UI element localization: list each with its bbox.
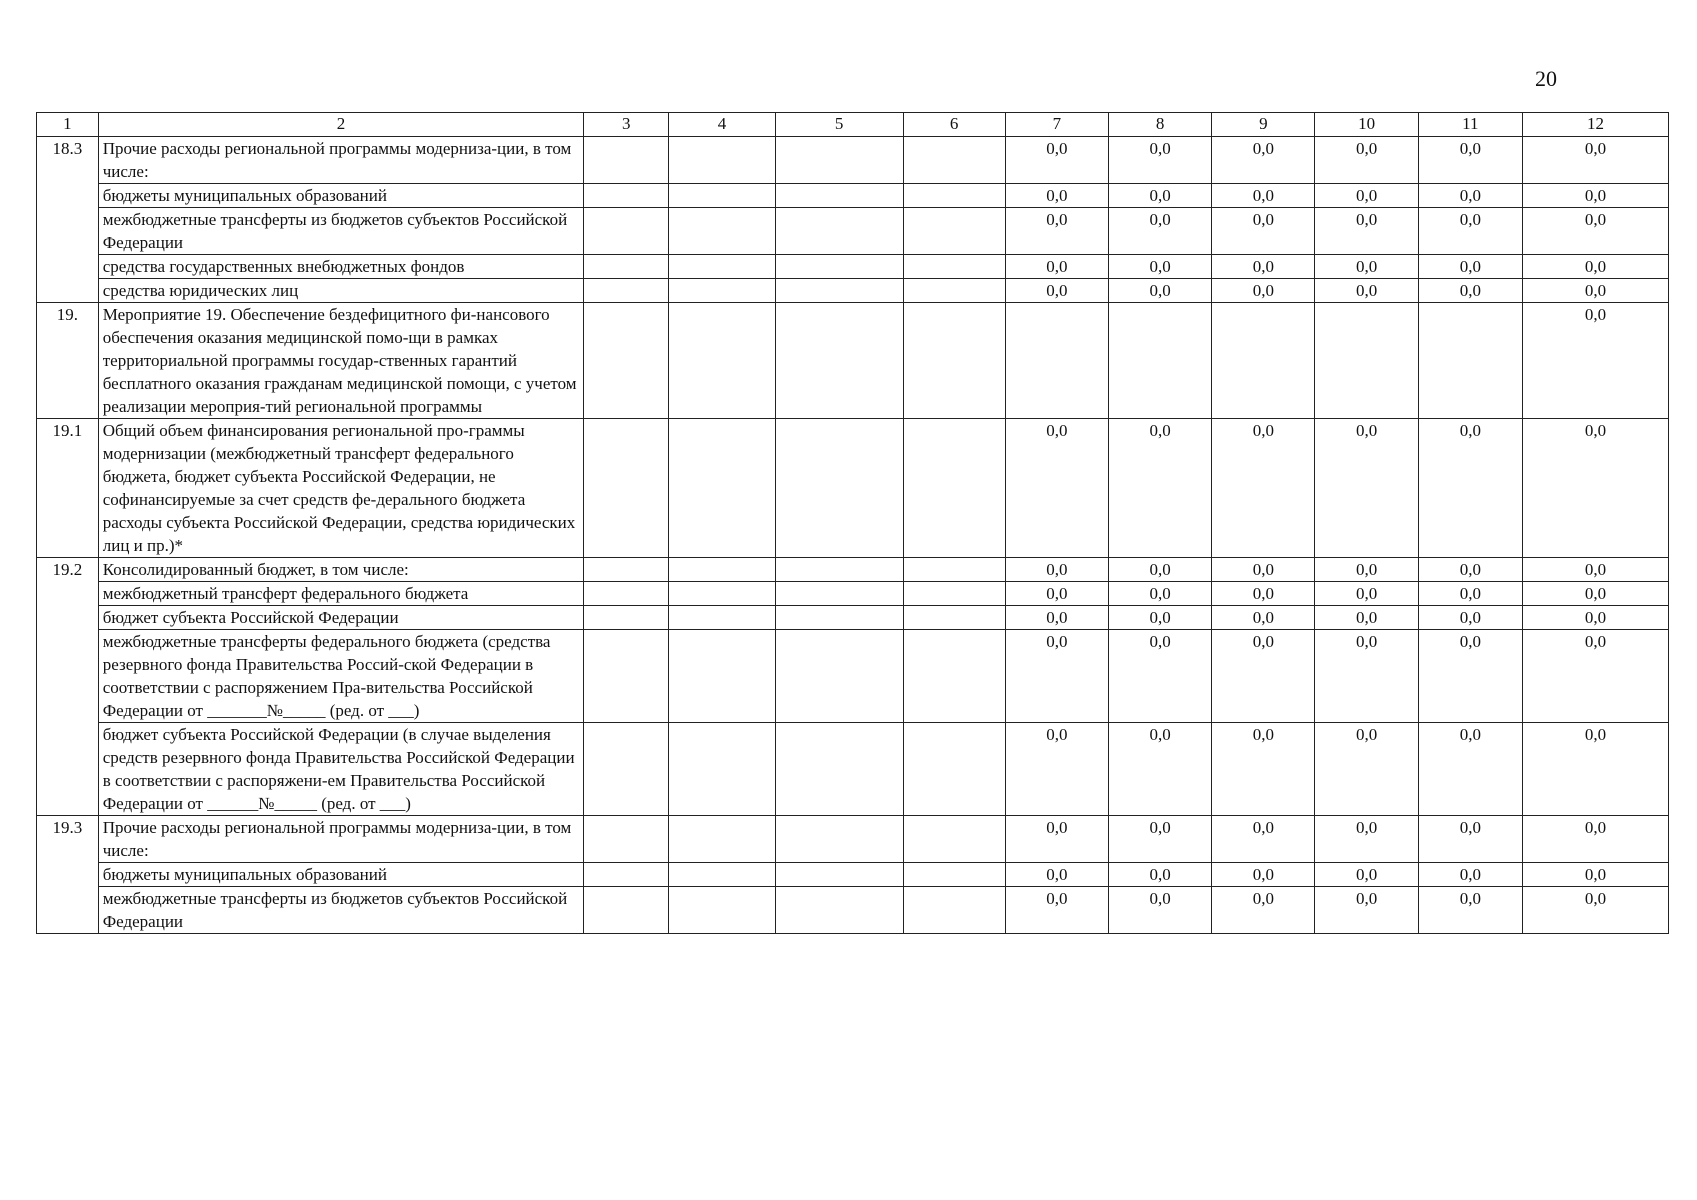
empty-cell [903, 582, 1005, 606]
value-text: 0,0 [1149, 281, 1171, 300]
value-text: 0,0 [1252, 865, 1274, 884]
row-description: бюджеты муниципальных образований [98, 863, 583, 887]
value-text: 0,0 [1046, 632, 1068, 651]
empty-cell [584, 630, 669, 723]
table-row [37, 630, 1669, 723]
empty-cell [903, 255, 1005, 279]
value-text: 0,0 [1355, 421, 1378, 440]
value-text: 0,0 [1584, 889, 1607, 908]
value-text: 0,0 [1046, 257, 1068, 276]
value-cell [1108, 723, 1211, 816]
row-description: средства юридических лиц [98, 279, 583, 303]
value-text: 0,0 [1355, 632, 1378, 651]
table-row [37, 816, 1669, 863]
value-text: 0,0 [1252, 421, 1274, 440]
value-text: 0,0 [1149, 632, 1171, 651]
row-description: Общий объем финансирования региональной про-граммы модернизации (межбюджетный трансферт федерального бюджета, бюджет субъекта Российской Федерации, не софинансируемые за счет средств фе-дерального бюджета расходы субъекта Российской Федерации, средства юридических лиц и пр.)* [98, 419, 583, 558]
value-cell [1212, 887, 1315, 934]
value-text: 0,0 [1046, 186, 1068, 205]
empty-cell [775, 137, 903, 184]
value-cell [1315, 208, 1418, 255]
empty-cell [775, 279, 903, 303]
value-text: 0,0 [1252, 632, 1274, 651]
value-text: 0,0 [1149, 889, 1171, 908]
value-text: 0,0 [1459, 210, 1481, 229]
table-row [37, 887, 1669, 934]
table-row [37, 723, 1669, 816]
value-text: 0,0 [1046, 725, 1068, 744]
value-cell [1005, 558, 1108, 582]
empty-cell [775, 723, 903, 816]
value-cell [1108, 630, 1211, 723]
value-text: 0,0 [1459, 584, 1481, 603]
value-cell [1418, 137, 1522, 184]
row-number: 19.3 [37, 816, 99, 863]
empty-cell [584, 137, 669, 184]
empty-cell [584, 816, 669, 863]
value-text: 0,0 [1046, 818, 1068, 837]
value-text: 0,0 [1355, 889, 1378, 908]
empty-cell [775, 606, 903, 630]
empty-cell [584, 303, 669, 419]
empty-cell [903, 419, 1005, 558]
empty-cell [669, 137, 775, 184]
empty-cell [669, 419, 775, 558]
value-text: 0,0 [1355, 139, 1378, 158]
value-text: 0,0 [1046, 889, 1068, 908]
value-cell [1418, 184, 1522, 208]
value-text: 0,0 [1355, 281, 1378, 300]
value-cell [1005, 419, 1108, 558]
value-cell [1315, 606, 1418, 630]
empty-cell [584, 208, 669, 255]
header-row [37, 113, 1669, 137]
value-text: 0,0 [1459, 560, 1481, 579]
row-description: межбюджетные трансферты из бюджетов субъектов Российской Федерации [98, 208, 583, 255]
value-text: 0,0 [1459, 725, 1481, 744]
row-description: Консолидированный бюджет, в том числе: [98, 558, 583, 582]
value-cell [1108, 558, 1211, 582]
value-text: 0,0 [1355, 865, 1378, 884]
value-cell [1315, 582, 1418, 606]
value-text: 0,0 [1046, 560, 1068, 579]
value-text: 0,0 [1355, 584, 1378, 603]
header-cell: 8 [1108, 113, 1211, 137]
empty-cell [584, 723, 669, 816]
value-cell [1315, 887, 1418, 934]
empty-cell [903, 303, 1005, 419]
table-row [37, 303, 1669, 419]
value-text: 0,0 [1584, 818, 1607, 837]
empty-cell [775, 255, 903, 279]
table-row [37, 558, 1669, 582]
value-cell [1418, 208, 1522, 255]
row-description: Мероприятие 19. Обеспечение бездефицитного фи-нансового обеспечения оказания медицинской помо-щи в рамках территориальной программы государ-ственных гарантий бесплатного оказания гражданам медицинской помощи, с учетом реализации мероприя-тий региональной программы [98, 303, 583, 419]
value-text: 0,0 [1459, 281, 1481, 300]
header-cell: 3 [584, 113, 669, 137]
empty-cell [584, 419, 669, 558]
header-cell: 11 [1418, 113, 1522, 137]
table-row [37, 279, 1669, 303]
value-cell [1108, 255, 1211, 279]
value-cell [1418, 279, 1522, 303]
value-cell [1523, 419, 1669, 558]
empty-cell [775, 816, 903, 863]
value-text: 0,0 [1584, 210, 1607, 229]
value-cell [1212, 558, 1315, 582]
value-cell [1523, 208, 1669, 255]
value-cell [1005, 255, 1108, 279]
header-cell: 1 [37, 113, 99, 137]
header-cell: 7 [1005, 113, 1108, 137]
value-cell [1523, 630, 1669, 723]
value-text: 0,0 [1046, 139, 1068, 158]
empty-cell [775, 558, 903, 582]
value-cell [1523, 137, 1669, 184]
empty-cell [903, 606, 1005, 630]
value-text: 0,0 [1046, 584, 1068, 603]
empty-cell [669, 816, 775, 863]
row-number [37, 255, 99, 279]
empty-cell [903, 208, 1005, 255]
row-description: Прочие расходы региональной программы модерниза-ции, в том числе: [98, 137, 583, 184]
value-text: 0,0 [1355, 608, 1378, 627]
value-text: 0,0 [1459, 186, 1481, 205]
value-cell [1212, 863, 1315, 887]
value-cell [1418, 419, 1522, 558]
value-cell [1005, 816, 1108, 863]
value-cell [1005, 723, 1108, 816]
empty-cell [903, 887, 1005, 934]
value-cell [1418, 630, 1522, 723]
value-text: 0,0 [1459, 632, 1481, 651]
value-cell [1315, 303, 1418, 419]
table-row [37, 137, 1669, 184]
row-description: межбюджетные трансферты из бюджетов субъектов Российской Федерации [98, 887, 583, 934]
empty-cell [775, 582, 903, 606]
table-row [37, 208, 1669, 255]
value-text: 0,0 [1046, 608, 1068, 627]
value-text: 0,0 [1459, 421, 1481, 440]
empty-cell [903, 630, 1005, 723]
row-description: межбюджетные трансферты федерального бюджета (средства резервного фонда Правительства Россий-ской Федерации в соответствии с распоряжением Пра-вительства Российской Федерации от _______№_____ (ред. от ___) [98, 630, 583, 723]
value-cell [1418, 558, 1522, 582]
value-cell [1212, 630, 1315, 723]
header-cell: 5 [775, 113, 903, 137]
value-text: 0,0 [1149, 186, 1171, 205]
empty-cell [584, 863, 669, 887]
value-text: 0,0 [1149, 421, 1171, 440]
value-text: 0,0 [1355, 560, 1378, 579]
value-cell [1212, 723, 1315, 816]
empty-cell [669, 184, 775, 208]
header-cell: 2 [98, 113, 583, 137]
value-text: 0,0 [1149, 584, 1171, 603]
empty-cell [669, 558, 775, 582]
value-cell [1005, 137, 1108, 184]
row-number [37, 279, 99, 303]
row-number [37, 184, 99, 208]
value-cell [1108, 863, 1211, 887]
value-cell [1005, 184, 1108, 208]
value-cell [1315, 419, 1418, 558]
value-text: 0,0 [1046, 281, 1068, 300]
value-cell [1523, 279, 1669, 303]
value-cell [1315, 723, 1418, 816]
value-text: 0,0 [1459, 608, 1481, 627]
value-text: 0,0 [1355, 186, 1378, 205]
value-text: 0,0 [1252, 725, 1274, 744]
value-cell [1523, 303, 1669, 419]
value-cell [1523, 582, 1669, 606]
row-description: бюджеты муниципальных образований [98, 184, 583, 208]
value-text: 0,0 [1046, 210, 1068, 229]
value-text: 0,0 [1584, 632, 1607, 651]
value-cell [1005, 863, 1108, 887]
value-cell [1108, 606, 1211, 630]
value-cell [1523, 887, 1669, 934]
empty-cell [669, 630, 775, 723]
value-text: 0,0 [1584, 584, 1607, 603]
empty-cell [669, 887, 775, 934]
value-text: 0,0 [1252, 560, 1274, 579]
value-cell [1523, 184, 1669, 208]
value-text: 0,0 [1459, 818, 1481, 837]
value-cell [1315, 255, 1418, 279]
value-cell [1005, 208, 1108, 255]
value-cell [1418, 723, 1522, 816]
empty-cell [903, 137, 1005, 184]
empty-cell [669, 606, 775, 630]
value-cell [1212, 184, 1315, 208]
empty-cell [775, 184, 903, 208]
empty-cell [584, 255, 669, 279]
row-number: 19. [37, 303, 99, 419]
empty-cell [903, 816, 1005, 863]
value-text: 0,0 [1584, 257, 1607, 276]
empty-cell [584, 184, 669, 208]
value-cell [1005, 887, 1108, 934]
empty-cell [903, 279, 1005, 303]
value-cell [1108, 419, 1211, 558]
value-text: 0,0 [1252, 210, 1274, 229]
empty-cell [584, 582, 669, 606]
empty-cell [775, 208, 903, 255]
financing-table [36, 112, 1669, 934]
value-text: 0,0 [1459, 889, 1481, 908]
empty-cell [669, 582, 775, 606]
empty-cell [584, 279, 669, 303]
row-description: бюджет субъекта Российской Федерации (в случае выделения средств резервного фонда Правительства Российской Федерации в соответствии с распоряжени-ем Правительства Российской Федерации от ______№_____ (ред. от ___) [98, 723, 583, 816]
empty-cell [669, 303, 775, 419]
value-text: 0,0 [1046, 421, 1068, 440]
value-cell [1108, 184, 1211, 208]
value-cell [1523, 723, 1669, 816]
value-cell [1315, 184, 1418, 208]
value-cell [1212, 582, 1315, 606]
value-text: 0,0 [1584, 560, 1607, 579]
row-description: Прочие расходы региональной программы модерниза-ции, в том числе: [98, 816, 583, 863]
value-cell [1418, 816, 1522, 863]
row-number [37, 582, 99, 606]
value-cell [1315, 863, 1418, 887]
row-description: межбюджетный трансферт федерального бюджета [98, 582, 583, 606]
value-cell [1212, 137, 1315, 184]
table-row [37, 606, 1669, 630]
value-text: 0,0 [1149, 257, 1171, 276]
table-row [37, 863, 1669, 887]
row-number [37, 723, 99, 816]
value-text: 0,0 [1252, 608, 1274, 627]
value-text: 0,0 [1584, 186, 1607, 205]
empty-cell [903, 863, 1005, 887]
empty-cell [775, 630, 903, 723]
empty-cell [584, 606, 669, 630]
value-text: 0,0 [1355, 210, 1378, 229]
value-cell [1212, 816, 1315, 863]
empty-cell [669, 255, 775, 279]
value-text: 0,0 [1459, 865, 1481, 884]
table-row [37, 184, 1669, 208]
row-number [37, 606, 99, 630]
value-text: 0,0 [1584, 281, 1607, 300]
value-text: 0,0 [1584, 139, 1607, 158]
value-text: 0,0 [1252, 186, 1274, 205]
value-text: 0,0 [1149, 210, 1171, 229]
value-text: 0,0 [1252, 889, 1274, 908]
value-text: 0,0 [1584, 608, 1607, 627]
value-text: 0,0 [1149, 139, 1171, 158]
value-cell [1523, 863, 1669, 887]
value-text: 0,0 [1252, 139, 1274, 158]
value-cell [1212, 606, 1315, 630]
value-cell [1315, 630, 1418, 723]
value-cell [1005, 303, 1108, 419]
row-number: 19.1 [37, 419, 99, 558]
value-cell [1212, 419, 1315, 558]
table-row [37, 255, 1669, 279]
value-cell [1315, 279, 1418, 303]
page-number: 20 [1535, 66, 1557, 91]
value-text: 0,0 [1252, 257, 1274, 276]
value-text: 0,0 [1252, 281, 1274, 300]
value-cell [1523, 816, 1669, 863]
value-text: 0,0 [1584, 305, 1607, 324]
value-cell [1108, 582, 1211, 606]
value-cell [1108, 816, 1211, 863]
value-text: 0,0 [1149, 818, 1171, 837]
value-cell [1418, 606, 1522, 630]
value-text: 0,0 [1584, 421, 1607, 440]
header-cell: 9 [1212, 113, 1315, 137]
row-number [37, 887, 99, 934]
value-text: 0,0 [1459, 257, 1481, 276]
value-cell [1523, 255, 1669, 279]
row-description: бюджет субъекта Российской Федерации [98, 606, 583, 630]
value-cell [1418, 863, 1522, 887]
value-cell [1108, 279, 1211, 303]
empty-cell [775, 887, 903, 934]
value-text: 0,0 [1149, 608, 1171, 627]
empty-cell [903, 558, 1005, 582]
row-description: средства государственных внебюджетных фондов [98, 255, 583, 279]
header-cell: 6 [903, 113, 1005, 137]
value-text: 0,0 [1149, 865, 1171, 884]
value-text: 0,0 [1149, 560, 1171, 579]
value-cell [1418, 887, 1522, 934]
value-cell [1005, 630, 1108, 723]
value-text: 0,0 [1252, 584, 1274, 603]
value-cell [1315, 558, 1418, 582]
value-text: 0,0 [1355, 257, 1378, 276]
value-cell [1212, 255, 1315, 279]
value-cell [1005, 279, 1108, 303]
value-text: 0,0 [1459, 139, 1481, 158]
row-number [37, 208, 99, 255]
value-cell [1212, 303, 1315, 419]
empty-cell [775, 303, 903, 419]
value-cell [1108, 137, 1211, 184]
value-cell [1108, 208, 1211, 255]
table-row [37, 582, 1669, 606]
value-cell [1005, 606, 1108, 630]
value-cell [1108, 887, 1211, 934]
value-cell [1523, 558, 1669, 582]
value-text: 0,0 [1584, 725, 1607, 744]
empty-cell [669, 723, 775, 816]
value-text: 0,0 [1046, 865, 1068, 884]
empty-cell [903, 184, 1005, 208]
value-cell [1418, 255, 1522, 279]
header-cell: 4 [669, 113, 775, 137]
value-text: 0,0 [1355, 725, 1378, 744]
row-number [37, 863, 99, 887]
value-cell [1108, 303, 1211, 419]
value-cell [1523, 606, 1669, 630]
empty-cell [903, 723, 1005, 816]
value-cell [1315, 816, 1418, 863]
empty-cell [669, 208, 775, 255]
header-cell: 10 [1315, 113, 1418, 137]
empty-cell [584, 558, 669, 582]
row-number: 19.2 [37, 558, 99, 582]
empty-cell [775, 419, 903, 558]
row-number [37, 630, 99, 723]
value-cell [1005, 582, 1108, 606]
value-text: 0,0 [1252, 818, 1274, 837]
empty-cell [669, 863, 775, 887]
value-text: 0,0 [1149, 725, 1171, 744]
value-text: 0,0 [1355, 818, 1378, 837]
empty-cell [669, 279, 775, 303]
value-cell [1212, 279, 1315, 303]
value-cell [1315, 137, 1418, 184]
value-text: 0,0 [1584, 865, 1607, 884]
value-cell [1418, 303, 1522, 419]
value-cell [1418, 582, 1522, 606]
row-number: 18.3 [37, 137, 99, 184]
empty-cell [584, 887, 669, 934]
header-cell: 12 [1523, 113, 1669, 137]
table-row [37, 419, 1669, 558]
empty-cell [775, 863, 903, 887]
value-cell [1212, 208, 1315, 255]
